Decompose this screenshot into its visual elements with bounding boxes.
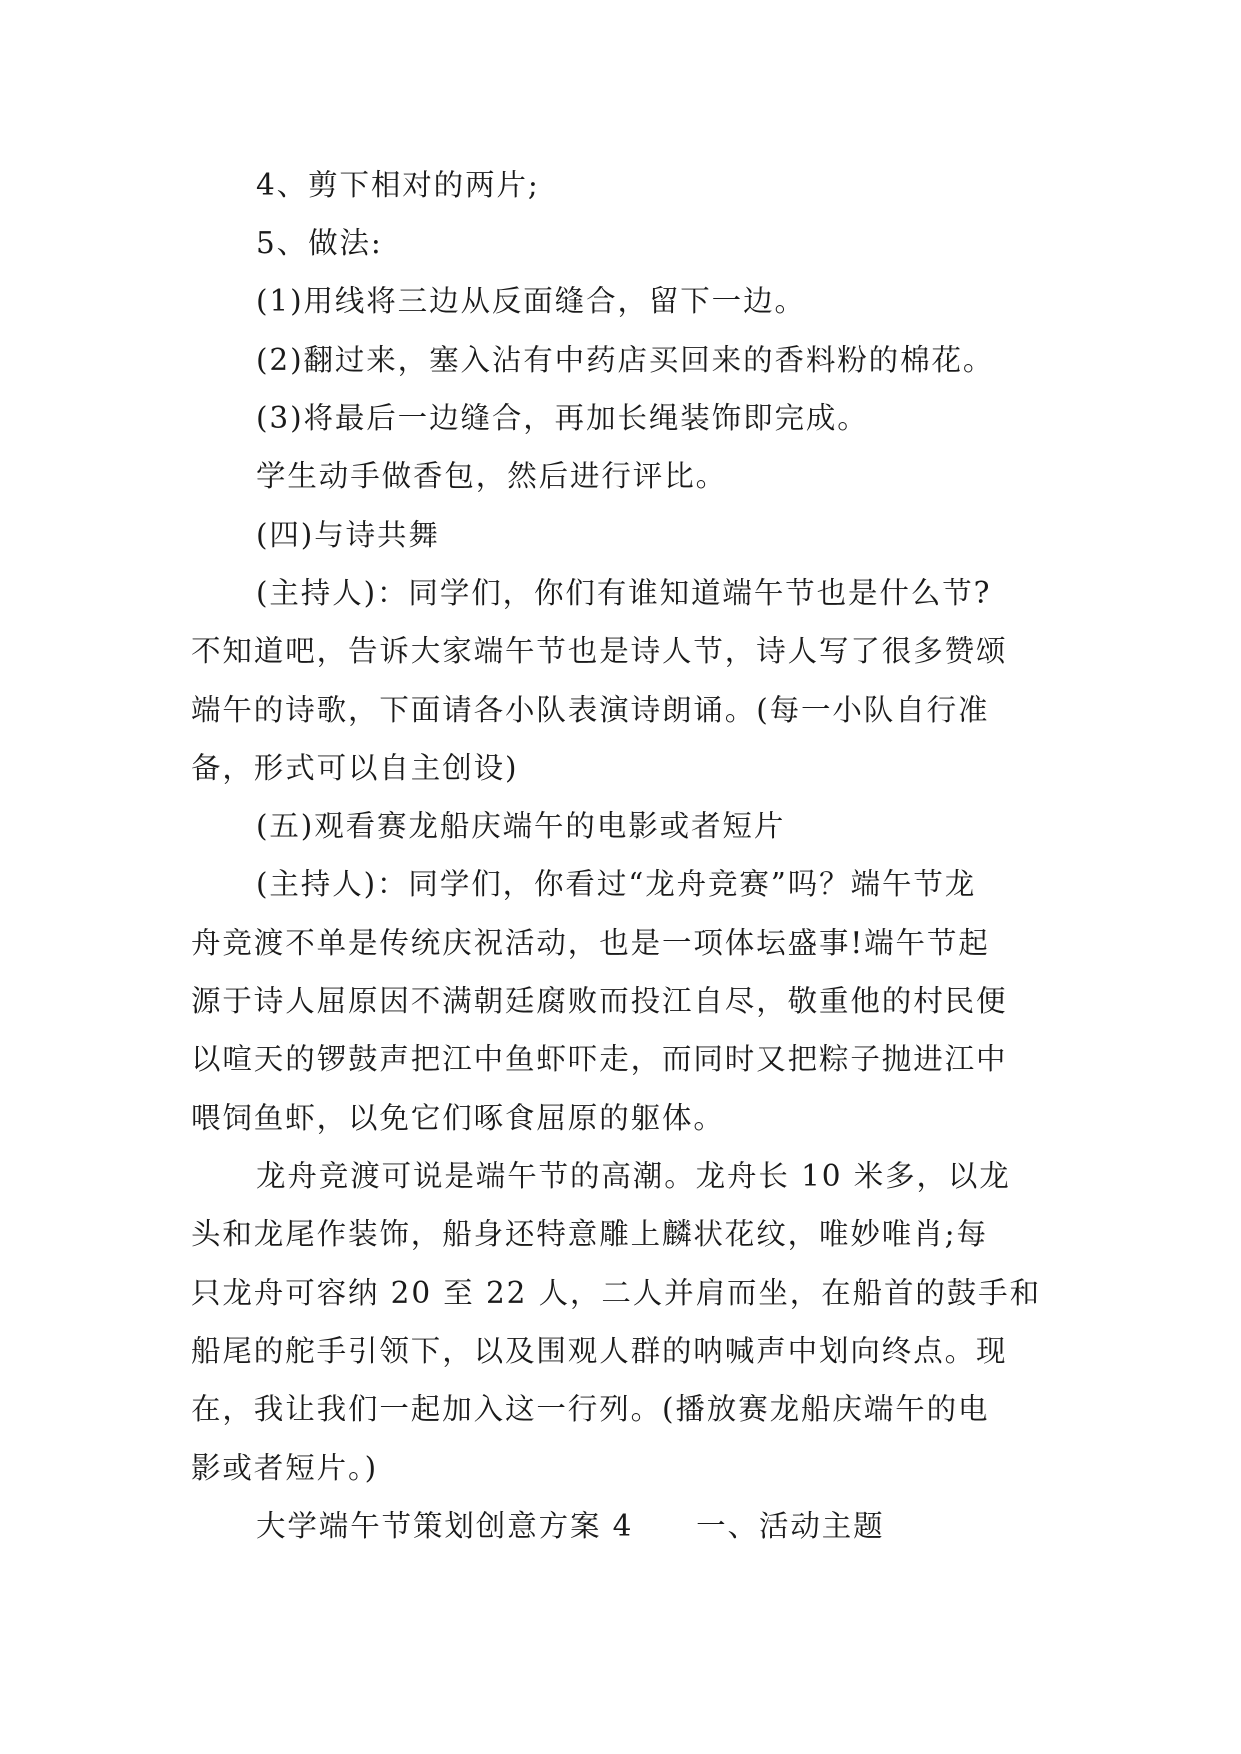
step-4-text: 4、剪下相对的两片; [256,168,540,202]
paragraph-line: 舟竞渡不单是传统庆祝活动，也是一项体坛盛事!端午节起 [191,926,990,960]
section-heading-4: (四)与诗共舞 [256,518,440,552]
paragraph-line: 头和龙尾作装饰，船身还特意雕上麟状花纹，唯妙唯肖;每 [191,1217,988,1251]
paragraph-line: 影或者短片。) [191,1451,379,1485]
plan-title-line: 大学端午节策划创意方案 4 一、活动主题 [256,1509,885,1543]
method-step-1: (1)用线将三边从反面缝合，留下一边。 [256,284,806,318]
step-5-heading: 5、做法: [256,226,383,260]
paragraph-line: 学生动手做香包，然后进行评比。 [256,459,728,493]
section-heading-5: (五)观看赛龙船庆端午的电影或者短片 [256,809,786,843]
paragraph-line: 以喧天的锣鼓声把江中鱼虾吓走，而同时又把粽子抛进江中 [191,1042,1008,1076]
paragraph-line: 船尾的舵手引领下，以及围观人群的呐喊声中划向终点。现 [191,1334,1008,1368]
paragraph-line: 端午的诗歌，下面请各小队表演诗朗诵。(每一小队自行准 [191,693,990,727]
paragraph-line: 源于诗人屈原因不满朝廷腐败而投江自尽，敬重他的村民便 [191,984,1008,1018]
paragraph-line: 只龙舟可容纳 20 至 22 人，二人并肩而坐，在船首的鼓手和 [191,1276,1041,1310]
paragraph-line: 喂饲鱼虾，以免它们啄食屈原的躯体。 [191,1101,725,1135]
paragraph-line: 不知道吧，告诉大家端午节也是诗人节，诗人写了很多赞颂 [191,634,1008,668]
paragraph-line: 在，我让我们一起加入这一行列。(播放赛龙船庆端午的电 [191,1392,990,1426]
method-step-2: (2)翻过来，塞入沾有中药店买回来的香料粉的棉花。 [256,343,995,377]
paragraph-line: (主持人)：同学们，你看过“龙舟竞赛”吗？端午节龙 [256,867,977,901]
method-step-3: (3)将最后一边缝合，再加长绳装饰即完成。 [256,401,869,435]
paragraph-line: 备，形式可以自主创设) [191,751,519,785]
paragraph-line: 龙舟竞渡可说是端午节的高潮。龙舟长 10 米多，以龙 [256,1159,1011,1193]
paragraph-line: (主持人)：同学们，你们有谁知道端午节也是什么节? [256,576,992,610]
